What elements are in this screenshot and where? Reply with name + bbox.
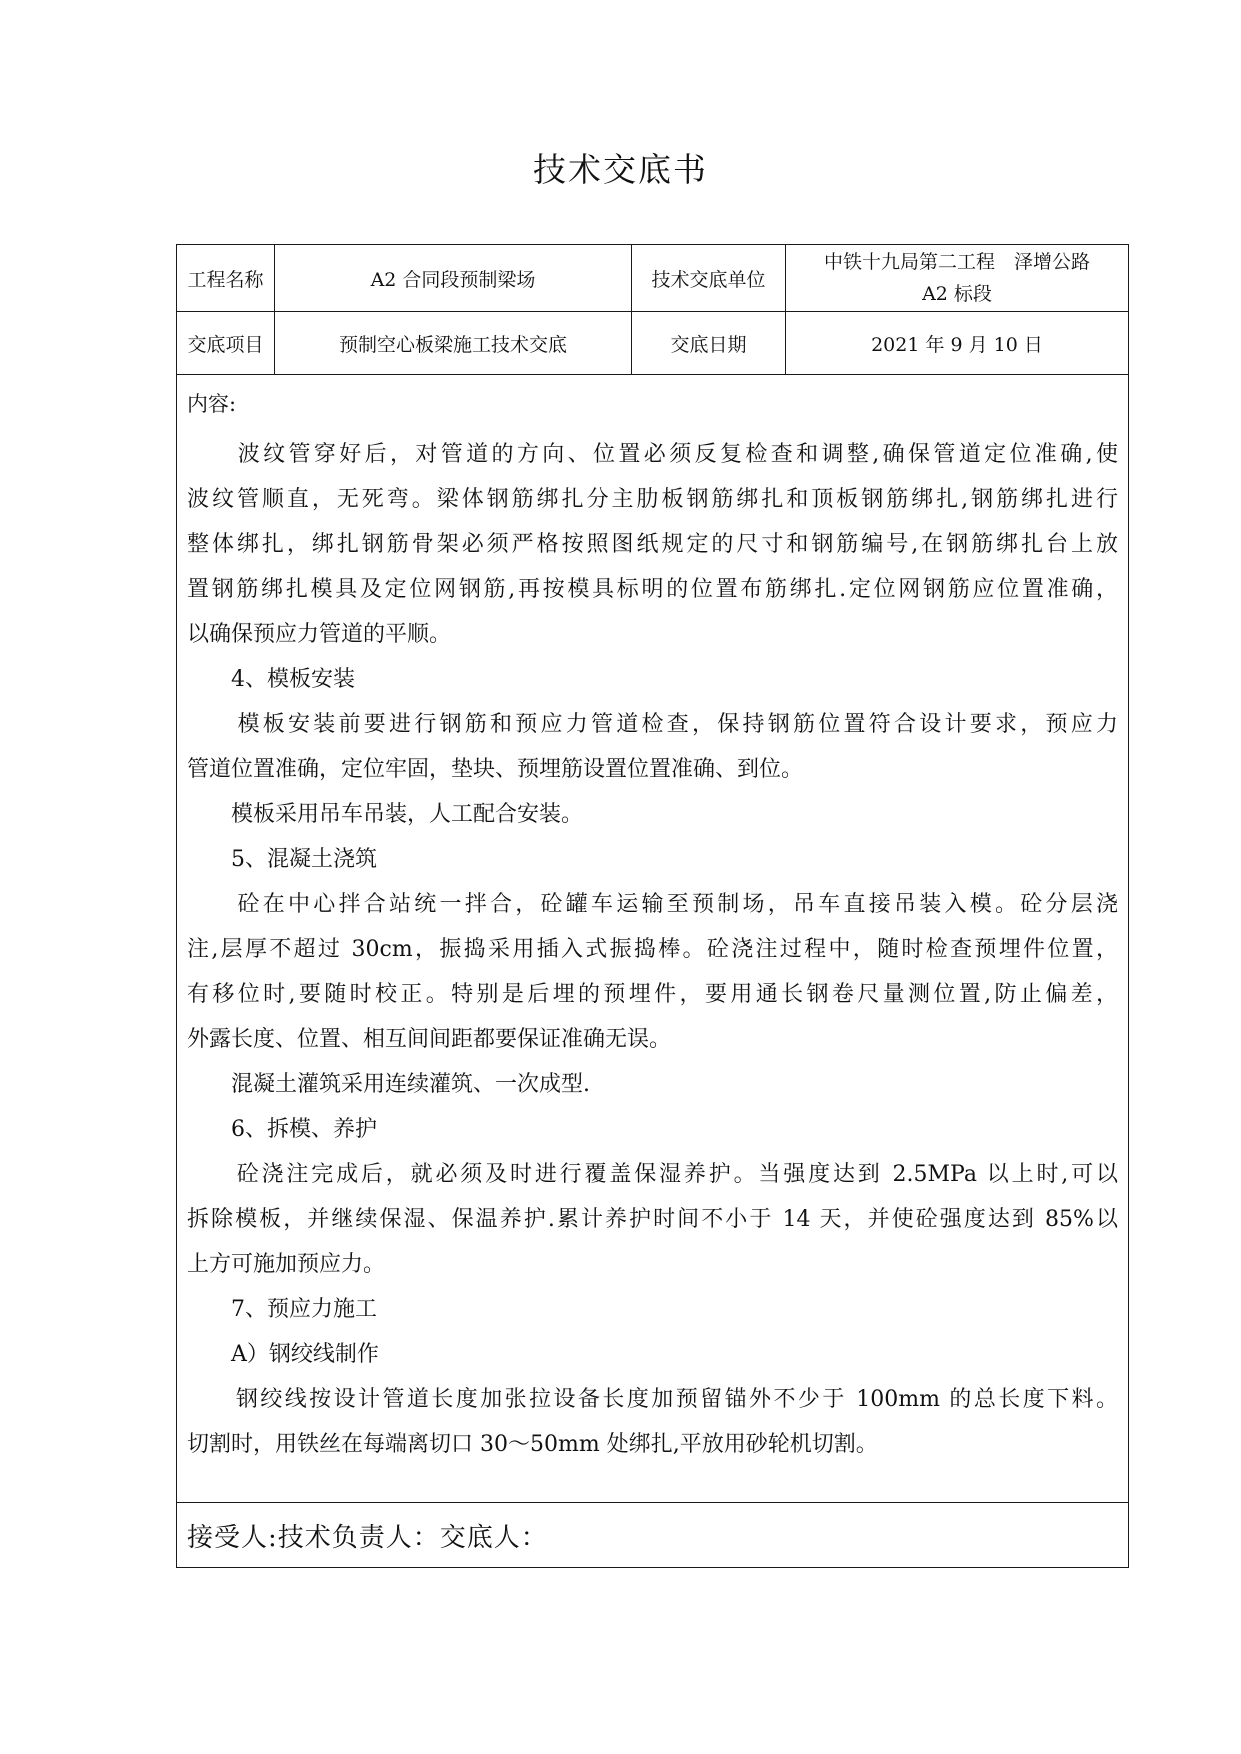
content-line: 管道位置准确，定位牢固，垫块、预埋筋设置位置准确、到位。 — [187, 757, 804, 782]
content-line: 钢绞线按设计管道长度加张拉设备长度加预留锚外不少于 100mm 的总长度下料。 — [187, 1387, 1118, 1412]
sub-heading: A）钢绞线制作 — [187, 1342, 379, 1367]
content-line: 切割时，用铁丝在每端离切口 30～50mm 处绑扎,平放用砂轮机切割。 — [187, 1432, 878, 1457]
project-row — [177, 245, 1129, 312]
content-cell — [177, 375, 1129, 1503]
section-heading: 7、预应力施工 — [187, 1297, 377, 1322]
project-name-value: A2 合同段预制梁场 — [275, 245, 632, 312]
content-line: 注,层厚不超过 30cm，振捣采用插入式振捣棒。砼浇注过程中，随时检查预埋件位置， — [187, 937, 1118, 962]
briefing-date-label: 交底日期 — [632, 312, 786, 375]
project-name-label: 工程名称 — [177, 245, 275, 312]
briefing-unit-label: 技术交底单位 — [632, 245, 786, 312]
content-body — [187, 432, 1118, 1467]
content-row — [177, 375, 1129, 1503]
briefing-unit-value-line1: 中铁十九局第二工程 泽增公路 — [823, 251, 1090, 273]
content-line: 波纹管穿好后，对管道的方向、位置必须反复检查和调整,确保管道定位准确,使 — [187, 442, 1118, 467]
content-line: 置钢筋绑扎模具及定位网钢筋,再按模具标明的位置布筋绑扎.定位网钢筋应位置准确， — [187, 577, 1118, 602]
briefing-item-value: 预制空心板梁施工技术交底 — [275, 312, 632, 375]
briefing-item-label: 交底项目 — [177, 312, 275, 375]
section-heading: 4、模板安装 — [187, 667, 355, 692]
content-line: 模板采用吊车吊装，人工配合安装。 — [187, 802, 584, 827]
briefing-form-table — [176, 244, 1129, 1568]
content-line: 砼浇注完成后，就必须及时进行覆盖保湿养护。当强度达到 2.5MPa 以上时,可以 — [187, 1162, 1118, 1187]
section-heading: 6、拆模、养护 — [187, 1117, 377, 1142]
content-line: 混凝土灌筑采用连续灌筑、一次成型. — [187, 1072, 590, 1097]
signature-line: 接受人:技术负责人：交底人： — [177, 1503, 1129, 1568]
content-line: 波纹管顺直，无死弯。梁体钢筋绑扎分主肋板钢筋绑扎和顶板钢筋绑扎,钢筋绑扎进行 — [187, 487, 1118, 512]
section-heading: 5、混凝土浇筑 — [187, 847, 377, 872]
briefing-unit-value-line2: A2 标段 — [922, 283, 992, 305]
content-line: 拆除模板，并继续保湿、保温养护.累计养护时间不小于 14 天，并使砼强度达到 85%以 — [187, 1207, 1118, 1232]
content-line: 外露长度、位置、相互间间距都要保证准确无误。 — [187, 1027, 672, 1052]
briefing-date-value: 2021 年 9 月 10 日 — [786, 312, 1129, 375]
content-line: 砼在中心拌合站统一拌合，砼罐车运输至预制场，吊车直接吊装入模。砼分层浇 — [187, 892, 1118, 917]
briefing-unit-value — [786, 245, 1129, 312]
content-label: 内容: — [187, 392, 237, 416]
content-line: 以确保预应力管道的平顺。 — [187, 622, 452, 647]
content-line: 整体绑扎，绑扎钢筋骨架必须严格按照图纸规定的尺寸和钢筋编号,在钢筋绑扎台上放 — [187, 532, 1118, 557]
item-row — [177, 312, 1129, 375]
document-title: 技术交底书 — [533, 150, 708, 189]
content-line: 上方可施加预应力。 — [187, 1252, 386, 1277]
content-line: 有移位时,要随时校正。特别是后埋的预埋件，要用通长钢卷尺量测位置,防止偏差， — [187, 982, 1118, 1007]
signature-row — [177, 1503, 1129, 1568]
content-line: 模板安装前要进行钢筋和预应力管道检查，保持钢筋位置符合设计要求，预应力 — [187, 712, 1118, 737]
